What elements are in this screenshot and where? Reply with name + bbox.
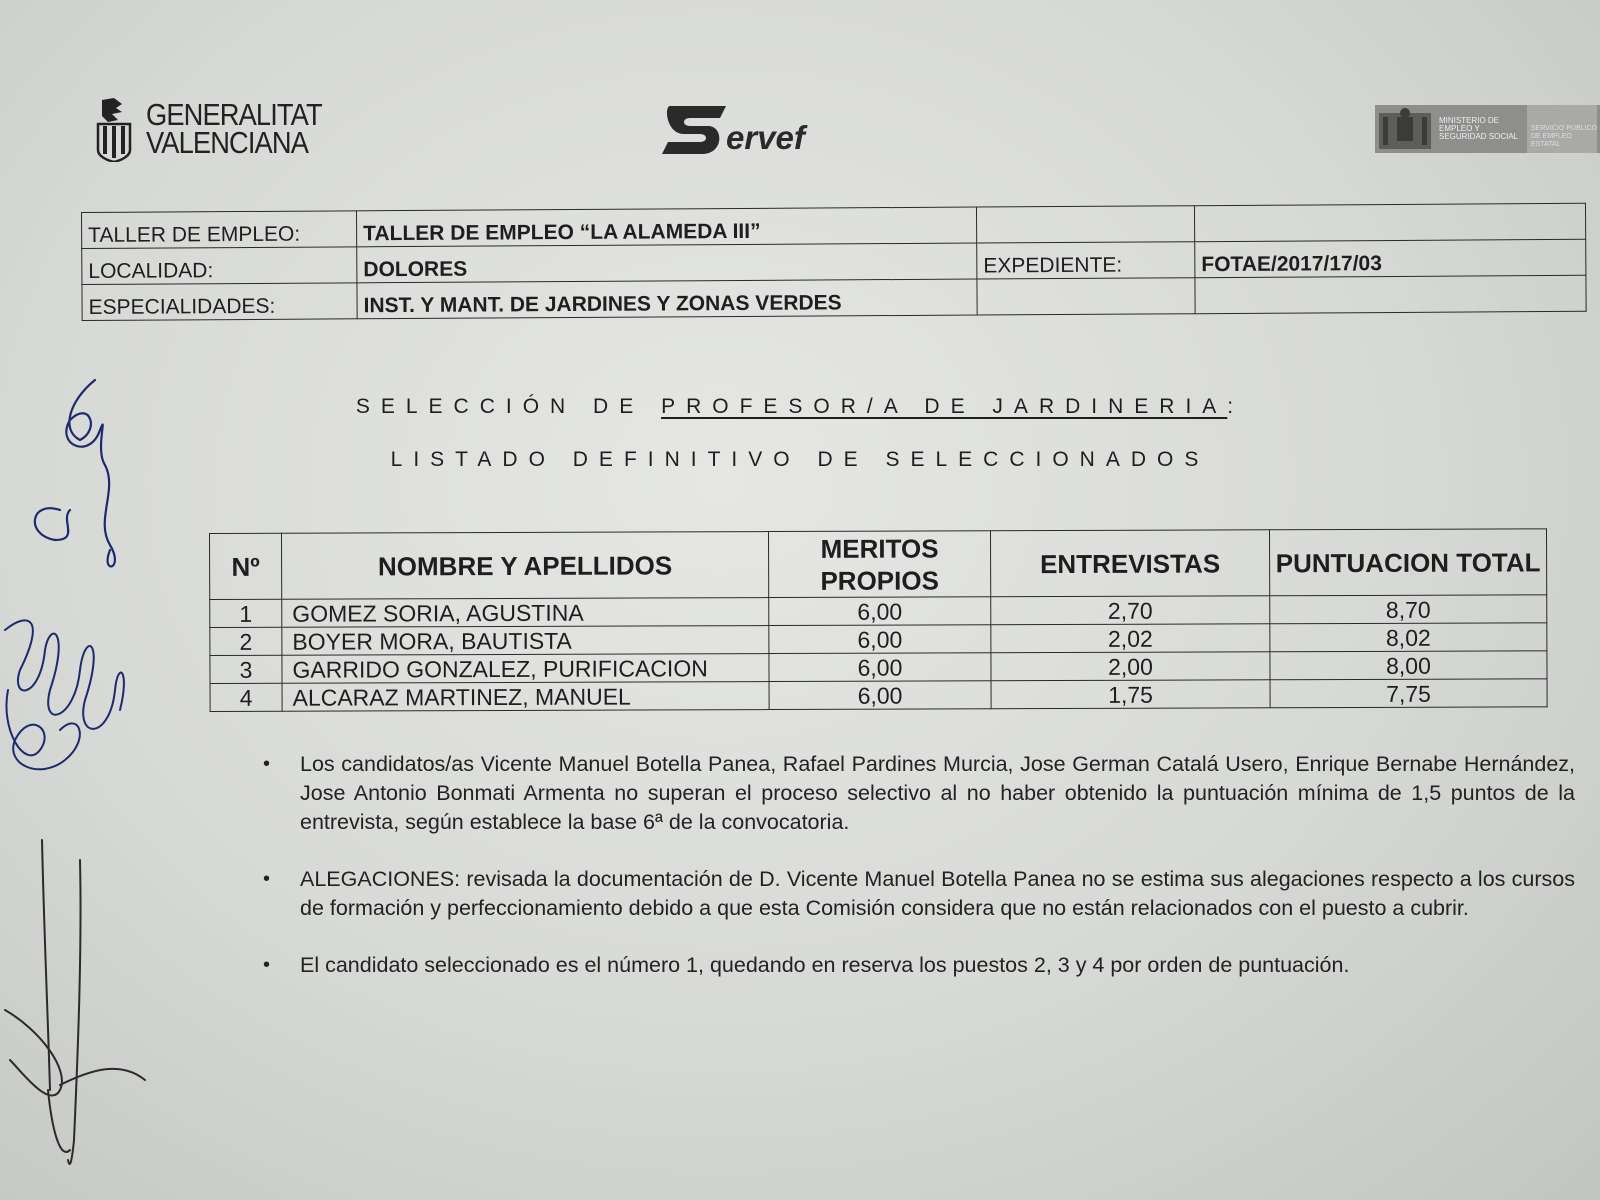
signature-2 <box>5 620 124 769</box>
col-header-entrevistas: ENTREVISTAS <box>990 530 1269 597</box>
table-row <box>210 679 1547 712</box>
cell-name: GOMEZ SORIA, AGUSTINA <box>282 598 769 628</box>
col-header-number: Nº <box>210 533 282 599</box>
note-text: Los candidatos/as Vicente Manuel Botella Panea, Rafael Pardines Murcia, Jose German Catalá Usero, Enrique Bernabe Hernández, Jose Antonio Bonmati Armenta no superan el proceso selectivo al no haber obtenido la puntuación mínima de 1,5 puntos de la entrevista, según establece la base 6ª de la convocatoria. <box>300 752 1575 834</box>
bullet-icon: • <box>263 868 271 890</box>
spain-crest-icon <box>1375 105 1435 153</box>
cell-number: 2 <box>210 627 282 655</box>
servef-wordmark: ervef <box>726 119 805 156</box>
col-header-name: NOMBRE Y APELLIDOS <box>282 532 769 600</box>
header-label: ESPECIALIDADES: <box>82 283 357 321</box>
header-extra-label <box>977 278 1195 315</box>
header-value: DOLORES <box>357 243 977 283</box>
note-text: ALEGACIONES: revisada la documentación de D. Vicente Manuel Botella Panea no se estima sus alegaciones respecto a los cursos de formación y perfeccionamiento debido a que esta Comisión considera que no están relacionados con el puesto a cubrir. <box>300 867 1575 920</box>
cell-number: 1 <box>210 599 282 627</box>
cell-number: 4 <box>210 683 282 711</box>
header-value: TALLER DE EMPLEO “LA ALAMEDA III” <box>356 207 976 247</box>
header-label: TALLER DE EMPLEO: <box>82 211 357 249</box>
cell-meritos: 6,00 <box>769 625 991 654</box>
cell-meritos: 6,00 <box>769 597 991 626</box>
cell-total: 8,00 <box>1270 651 1547 680</box>
header-extra-value <box>1195 275 1586 313</box>
cell-name: ALCARAZ MARTINEZ, MANUEL <box>282 682 769 712</box>
notes-list <box>263 750 1575 1008</box>
cell-meritos: 6,00 <box>769 681 991 710</box>
bullet-icon: • <box>263 753 271 775</box>
cell-entrevistas: 2,70 <box>991 596 1270 625</box>
selection-title <box>0 395 1600 419</box>
servef-s-icon <box>662 104 728 156</box>
results-table <box>209 528 1548 712</box>
ministry-name: MINISTERIO DE EMPLEO Y SEGURIDAD SOCIAL <box>1439 116 1519 141</box>
title-suffix: : <box>1227 395 1245 418</box>
col-header-total: PUNTUACION TOTAL <box>1269 529 1546 596</box>
header-label: LOCALIDAD: <box>82 247 357 285</box>
title-position: PROFESOR/A DE JARDINERIA <box>661 395 1228 418</box>
cell-name: GARRIDO GONZALEZ, PURIFICACION <box>282 654 769 684</box>
signature-1 <box>35 380 115 566</box>
header-table <box>81 203 1587 321</box>
header-extra-label <box>976 206 1194 243</box>
cell-number: 3 <box>210 655 282 683</box>
ministry-logo <box>1375 105 1600 153</box>
servef-logo <box>662 104 805 156</box>
list-title: LISTADO DEFINITIVO DE SELECCIONADOS <box>390 448 1210 471</box>
cell-total: 8,02 <box>1270 623 1547 652</box>
note-text: El candidato seleccionado es el número 1, quedando en reserva los puestos 2, 3 y 4 por orden de puntuación. <box>300 953 1350 977</box>
list-item <box>263 865 1575 923</box>
generalitat-wordmark: GENERALITAT VALENCIANA <box>146 97 322 160</box>
cell-entrevistas: 2,02 <box>991 624 1270 653</box>
cell-total: 7,75 <box>1270 679 1547 708</box>
signature-3 <box>5 840 145 1164</box>
cell-meritos: 6,00 <box>769 653 991 682</box>
results-header-row <box>210 529 1547 600</box>
col-header-meritos: MERITOS PROPIOS <box>768 531 990 598</box>
header-extra-value: FOTAE/2017/17/03 <box>1195 239 1586 277</box>
header-extra-label: EXPEDIENTE: <box>977 242 1195 279</box>
signatures <box>0 370 160 1190</box>
cell-name: BOYER MORA, BAUTISTA <box>282 626 769 656</box>
header-value: INST. Y MANT. DE JARDINES Y ZONAS VERDES <box>357 279 977 319</box>
ministry-service: SERVICIO PÚBLICO DE EMPLEO ESTATAL <box>1527 105 1597 153</box>
list-item <box>263 951 1575 980</box>
cell-entrevistas: 2,00 <box>991 652 1270 681</box>
header-extra-value <box>1194 203 1585 241</box>
cell-total: 8,70 <box>1270 595 1547 624</box>
title-prefix: SELECCIÓN DE <box>355 395 662 418</box>
bullet-icon: • <box>263 954 271 976</box>
generalitat-emblem-icon <box>92 96 138 162</box>
list-item <box>263 750 1575 837</box>
generalitat-logo <box>92 96 346 162</box>
cell-entrevistas: 1,75 <box>991 680 1270 709</box>
